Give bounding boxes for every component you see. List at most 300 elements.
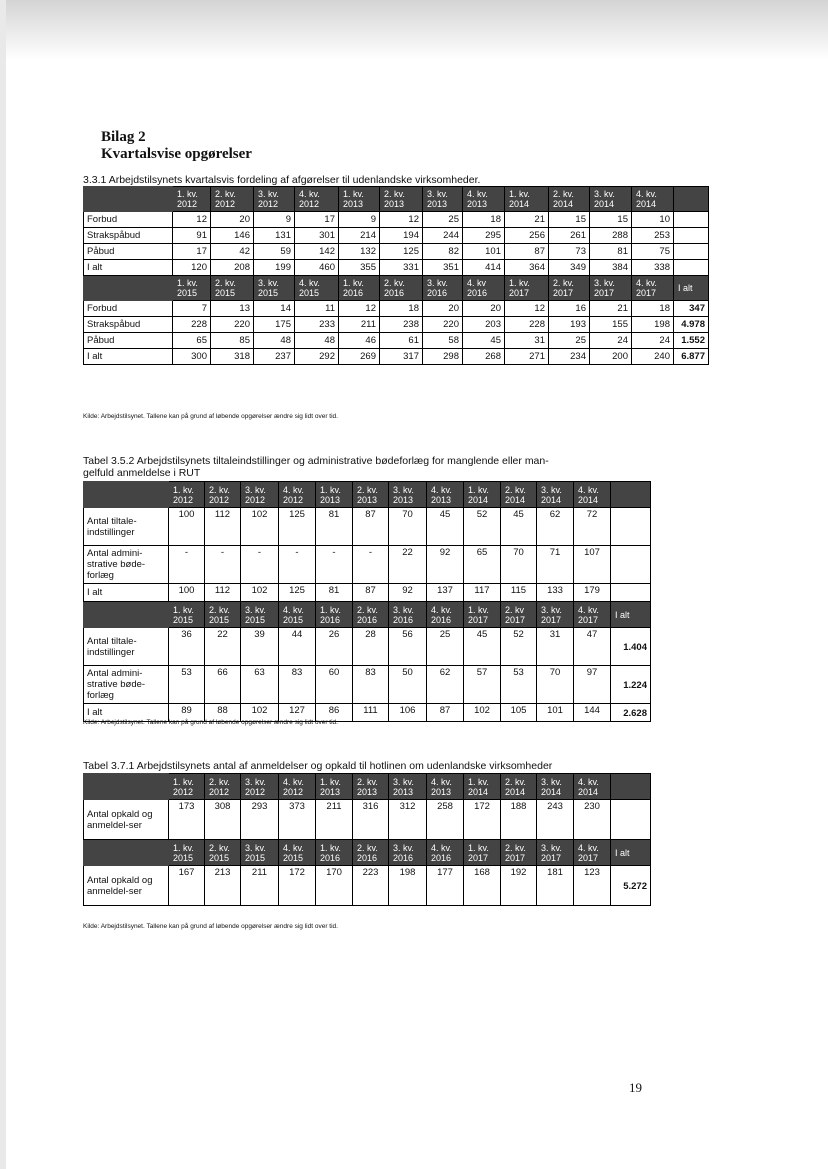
value-cell: 102 [241, 584, 279, 602]
value-cell: 198 [389, 866, 427, 906]
value-cell: 70 [537, 666, 574, 704]
column-header: 1. kv. 2016 [316, 602, 353, 628]
value-cell: 170 [316, 866, 353, 906]
column-header: 4. kv. 2012 [279, 482, 316, 508]
total-cell: 4.978 [674, 317, 709, 333]
value-cell: 234 [549, 349, 590, 365]
value-cell: 132 [339, 244, 380, 260]
column-header: 4. kv. 2017 [574, 840, 611, 866]
value-cell: 15 [549, 212, 590, 228]
value-cell: 384 [590, 260, 632, 276]
column-header: 3. kv. 2016 [423, 276, 463, 301]
value-cell: 60 [316, 666, 353, 704]
scan-shadow [0, 0, 828, 60]
header-corner [84, 602, 169, 628]
row-label: Strakspåbud [84, 317, 173, 333]
value-cell: 92 [389, 584, 427, 602]
column-header: 1. kv. 2015 [169, 602, 205, 628]
column-header: 2. kv. 2016 [353, 840, 389, 866]
value-cell: 208 [211, 260, 254, 276]
value-cell: 125 [279, 508, 316, 546]
value-cell: 244 [423, 228, 463, 244]
value-cell: 28 [353, 628, 389, 666]
value-cell: 295 [463, 228, 505, 244]
value-cell: 233 [295, 317, 339, 333]
value-cell: 83 [353, 666, 389, 704]
value-cell: 105 [501, 704, 537, 722]
value-cell: 112 [205, 584, 241, 602]
column-header: 2. kv 2017 [501, 602, 537, 628]
value-cell: 168 [464, 866, 501, 906]
column-header: 2. kv. 2015 [205, 602, 241, 628]
column-header: 4. kv. 2016 [427, 840, 464, 866]
value-cell: 167 [169, 866, 205, 906]
value-cell: 115 [501, 584, 537, 602]
value-cell: 65 [173, 333, 211, 349]
column-header: 2. kv. 2013 [353, 774, 389, 800]
header-row [84, 602, 651, 628]
value-cell: 102 [241, 508, 279, 546]
column-header: 3. kv. 2017 [537, 602, 574, 628]
value-cell: 240 [632, 349, 674, 365]
column-header: 2. kv. 2016 [353, 602, 389, 628]
value-cell: 193 [549, 317, 590, 333]
column-header: 1. kv. 2017 [464, 602, 501, 628]
column-header: 4. kv. 2014 [632, 187, 674, 212]
column-header: 1. kv. 2017 [505, 276, 549, 301]
column-header: 3. kv. 2015 [241, 840, 279, 866]
row-label: Påbud [84, 333, 173, 349]
value-cell: 87 [353, 508, 389, 546]
value-cell: 211 [339, 317, 380, 333]
row-label: Antal opkald og anmeldel-ser [84, 800, 169, 840]
value-cell: 18 [463, 212, 505, 228]
value-cell: 298 [423, 349, 463, 365]
value-cell: 53 [501, 666, 537, 704]
value-cell: 120 [173, 260, 211, 276]
header-row [84, 276, 709, 301]
heading-line2: Kvartalsvise opgørelser [101, 146, 252, 162]
value-cell: 223 [353, 866, 389, 906]
value-cell: 24 [632, 333, 674, 349]
value-cell: 13 [211, 301, 254, 317]
value-cell: 81 [590, 244, 632, 260]
value-cell: 125 [380, 244, 423, 260]
column-header: I alt [674, 276, 709, 301]
value-cell: - [241, 546, 279, 584]
column-header: 1. kv. 2012 [173, 187, 211, 212]
value-cell: - [169, 546, 205, 584]
value-cell: 22 [389, 546, 427, 584]
header-row [84, 774, 651, 800]
column-header: 1. kv. 2016 [316, 840, 353, 866]
value-cell: 137 [427, 584, 464, 602]
value-cell: 44 [279, 628, 316, 666]
value-cell: 62 [537, 508, 574, 546]
value-cell: 31 [537, 628, 574, 666]
value-cell: 256 [505, 228, 549, 244]
header-corner [84, 276, 173, 301]
column-header: 2. kv. 2013 [353, 482, 389, 508]
table-row [84, 866, 651, 906]
value-cell: 172 [279, 866, 316, 906]
column-header: 4. kv. 2017 [632, 276, 674, 301]
value-cell: 66 [205, 666, 241, 704]
value-cell: 59 [254, 244, 295, 260]
value-cell: 199 [254, 260, 295, 276]
value-cell: 312 [389, 800, 427, 840]
value-cell: 12 [505, 301, 549, 317]
column-header: 1. kv. 2015 [169, 840, 205, 866]
column-header: 1. kv. 2014 [464, 482, 501, 508]
value-cell: 100 [169, 584, 205, 602]
column-header: 1. kv. 2013 [339, 187, 380, 212]
column-header: 2. kv. 2015 [211, 276, 254, 301]
value-cell: 125 [279, 584, 316, 602]
value-cell: 271 [505, 349, 549, 365]
row-label: I alt [84, 349, 173, 365]
value-cell: 293 [241, 800, 279, 840]
value-cell: 20 [211, 212, 254, 228]
value-cell: 211 [241, 866, 279, 906]
column-header: 4. kv 2016 [463, 276, 505, 301]
header-corner [84, 840, 169, 866]
value-cell: 15 [590, 212, 632, 228]
value-cell: - [316, 546, 353, 584]
value-cell: 52 [464, 508, 501, 546]
value-cell: 292 [295, 349, 339, 365]
value-cell: 237 [254, 349, 295, 365]
total-cell [611, 508, 651, 546]
value-cell: 50 [389, 666, 427, 704]
value-cell: 18 [632, 301, 674, 317]
table2-caption-line2: gelfuld anmeldelse i RUT [83, 467, 201, 479]
column-header [611, 774, 651, 800]
value-cell: 87 [427, 704, 464, 722]
header-corner [84, 482, 169, 508]
table3-source: Kilde: Arbejdstilsynet. Tallene kan på grund af løbende opgørelser ændre sig lidt over tid. [83, 923, 338, 930]
row-label: Påbud [84, 244, 173, 260]
value-cell: 220 [211, 317, 254, 333]
value-cell: 101 [537, 704, 574, 722]
column-header: 4. kv. 2012 [295, 187, 339, 212]
value-cell: 188 [501, 800, 537, 840]
value-cell: 89 [169, 704, 205, 722]
value-cell: 198 [632, 317, 674, 333]
value-cell: 253 [632, 228, 674, 244]
value-cell: 16 [549, 301, 590, 317]
page-heading [101, 129, 252, 163]
value-cell: 25 [423, 212, 463, 228]
value-cell: 53 [169, 666, 205, 704]
value-cell: 42 [211, 244, 254, 260]
column-header: 3. kv. 2012 [241, 482, 279, 508]
value-cell: - [353, 546, 389, 584]
table-row [84, 212, 709, 228]
column-header [611, 482, 651, 508]
table-row [84, 546, 651, 584]
column-header: 1. kv. 2017 [464, 840, 501, 866]
value-cell: 65 [464, 546, 501, 584]
total-cell [674, 212, 709, 228]
value-cell: 20 [463, 301, 505, 317]
value-cell: 11 [295, 301, 339, 317]
row-label: Antal admini-strative bøde-forlæg [84, 666, 169, 704]
value-cell: 177 [427, 866, 464, 906]
value-cell: 155 [590, 317, 632, 333]
value-cell: 17 [173, 244, 211, 260]
column-header: 3. kv. 2014 [590, 187, 632, 212]
header-row [84, 482, 651, 508]
column-header: 2. kv. 2012 [205, 774, 241, 800]
column-header: 2. kv. 2017 [501, 840, 537, 866]
value-cell: 111 [353, 704, 389, 722]
value-cell: 192 [501, 866, 537, 906]
value-cell: 21 [505, 212, 549, 228]
value-cell: 331 [380, 260, 423, 276]
value-cell: 31 [505, 333, 549, 349]
row-label: I alt [84, 260, 173, 276]
value-cell: 81 [316, 508, 353, 546]
value-cell: 36 [169, 628, 205, 666]
value-cell: 75 [632, 244, 674, 260]
column-header: 3. kv. 2012 [254, 187, 295, 212]
value-cell: 194 [380, 228, 423, 244]
column-header: 3. kv. 2013 [389, 774, 427, 800]
total-cell: 2.628 [611, 704, 651, 722]
value-cell: 47 [574, 628, 611, 666]
total-cell [611, 584, 651, 602]
value-cell: 351 [423, 260, 463, 276]
column-header: 4. kv. 2015 [279, 840, 316, 866]
value-cell: 63 [241, 666, 279, 704]
total-cell [674, 228, 709, 244]
value-cell: 318 [211, 349, 254, 365]
value-cell: 97 [574, 666, 611, 704]
value-cell: 414 [463, 260, 505, 276]
value-cell: 107 [574, 546, 611, 584]
value-cell: 10 [632, 212, 674, 228]
header-corner [84, 774, 169, 800]
column-header: 3. kv. 2017 [537, 840, 574, 866]
column-header: 3. kv. 2017 [590, 276, 632, 301]
table1-caption: 3.3.1 Arbejdstilsynets kvartalsvis fordeling af afgørelser til udenlandske virksomheder. [83, 174, 481, 186]
value-cell: 18 [380, 301, 423, 317]
value-cell: 175 [254, 317, 295, 333]
column-header: 1. kv. 2012 [169, 774, 205, 800]
value-cell: 214 [339, 228, 380, 244]
value-cell: 9 [339, 212, 380, 228]
value-cell: 45 [464, 628, 501, 666]
value-cell: 102 [464, 704, 501, 722]
column-header: 2. kv. 2015 [205, 840, 241, 866]
column-header: 2. kv. 2014 [501, 482, 537, 508]
value-cell: 70 [389, 508, 427, 546]
value-cell: 316 [353, 800, 389, 840]
column-header: 3. kv. 2014 [537, 482, 574, 508]
value-cell: 87 [353, 584, 389, 602]
row-label: Antal tiltale-indstillinger [84, 508, 169, 546]
table-row [84, 666, 651, 704]
value-cell: - [279, 546, 316, 584]
value-cell: 228 [505, 317, 549, 333]
column-header: 2. kv. 2012 [205, 482, 241, 508]
header-row [84, 840, 651, 866]
value-cell: 81 [316, 584, 353, 602]
value-cell: 238 [380, 317, 423, 333]
value-cell: 203 [463, 317, 505, 333]
value-cell: 70 [501, 546, 537, 584]
value-cell: 12 [173, 212, 211, 228]
table-row [84, 228, 709, 244]
value-cell: 112 [205, 508, 241, 546]
total-cell [674, 244, 709, 260]
column-header: 4. kv. 2012 [279, 774, 316, 800]
total-cell: 1.404 [611, 628, 651, 666]
column-header: 4. kv. 2013 [427, 774, 464, 800]
column-header: 1. kv. 2015 [173, 276, 211, 301]
value-cell: 87 [505, 244, 549, 260]
column-header: 1. kv. 2012 [169, 482, 205, 508]
value-cell: 220 [423, 317, 463, 333]
column-header: 3. kv. 2016 [389, 602, 427, 628]
value-cell: 91 [173, 228, 211, 244]
column-header: 2. kv. 2012 [211, 187, 254, 212]
value-cell: 101 [463, 244, 505, 260]
column-header [674, 187, 709, 212]
column-header: 3. kv. 2016 [389, 840, 427, 866]
column-header: 1. kv. 2016 [339, 276, 380, 301]
value-cell: 268 [463, 349, 505, 365]
column-header: 1. kv. 2013 [316, 774, 353, 800]
heading-line1: Bilag 2 [101, 129, 146, 145]
value-cell: 144 [574, 704, 611, 722]
total-cell: 1.224 [611, 666, 651, 704]
value-cell: 9 [254, 212, 295, 228]
total-cell: 5.272 [611, 866, 651, 906]
table2-source: Kilde: Arbejdstilsynet. Tallene kan på grund af løbende opgørelser ændre sig lidt over tid. [83, 719, 338, 726]
value-cell: 288 [590, 228, 632, 244]
column-header: 2. kv. 2014 [501, 774, 537, 800]
value-cell: 21 [590, 301, 632, 317]
value-cell: 7 [173, 301, 211, 317]
value-cell: 26 [316, 628, 353, 666]
table-row [84, 584, 651, 602]
column-header: 4. kv. 2017 [574, 602, 611, 628]
row-label: I alt [84, 704, 169, 722]
value-cell: 173 [169, 800, 205, 840]
total-cell [611, 800, 651, 840]
column-header: 3. kv. 2015 [254, 276, 295, 301]
value-cell: 460 [295, 260, 339, 276]
value-cell: 133 [537, 584, 574, 602]
value-cell: 12 [339, 301, 380, 317]
column-header: 4. kv. 2014 [574, 774, 611, 800]
value-cell: 317 [380, 349, 423, 365]
column-header: 2. kv. 2013 [380, 187, 423, 212]
value-cell: 45 [427, 508, 464, 546]
column-header: 1. kv. 2014 [464, 774, 501, 800]
value-cell: 355 [339, 260, 380, 276]
value-cell: 88 [205, 704, 241, 722]
column-header: 4. kv. 2013 [427, 482, 464, 508]
total-cell [674, 260, 709, 276]
value-cell: 86 [316, 704, 353, 722]
page-number: 19 [629, 1080, 642, 1095]
total-cell: 6.877 [674, 349, 709, 365]
value-cell: 48 [295, 333, 339, 349]
value-cell: 146 [211, 228, 254, 244]
column-header: I alt [611, 840, 651, 866]
value-cell: 39 [241, 628, 279, 666]
value-cell: 62 [427, 666, 464, 704]
value-cell: 56 [389, 628, 427, 666]
value-cell: 181 [537, 866, 574, 906]
value-cell: 82 [423, 244, 463, 260]
row-label: I alt [84, 584, 169, 602]
value-cell: 301 [295, 228, 339, 244]
value-cell: 45 [501, 508, 537, 546]
value-cell: 92 [427, 546, 464, 584]
value-cell: 22 [205, 628, 241, 666]
value-cell: 106 [389, 704, 427, 722]
value-cell: 364 [505, 260, 549, 276]
value-cell: 12 [380, 212, 423, 228]
value-cell: 45 [463, 333, 505, 349]
value-cell: 200 [590, 349, 632, 365]
column-header: 4. kv. 2015 [279, 602, 316, 628]
column-header: 3. kv. 2013 [389, 482, 427, 508]
table1-source: Kilde: Arbejdstilsynet. Tallene kan på grund af løbende opgørelser ændre sig lidt over tid. [83, 413, 338, 420]
table-row [84, 301, 709, 317]
table-row [84, 260, 709, 276]
value-cell: 24 [590, 333, 632, 349]
value-cell: 123 [574, 866, 611, 906]
value-cell: 230 [574, 800, 611, 840]
value-cell: 48 [254, 333, 295, 349]
row-label: Forbud [84, 212, 173, 228]
column-header: 3. kv. 2013 [423, 187, 463, 212]
header-row [84, 187, 709, 212]
value-cell: 127 [279, 704, 316, 722]
column-header: 1. kv. 2014 [505, 187, 549, 212]
table-row [84, 244, 709, 260]
row-label: Antal admini-strative bøde-forlæg [84, 546, 169, 584]
column-header: 3. kv. 2015 [241, 602, 279, 628]
value-cell: 213 [205, 866, 241, 906]
value-cell: 52 [501, 628, 537, 666]
value-cell: 83 [279, 666, 316, 704]
value-cell: - [205, 546, 241, 584]
value-cell: 300 [173, 349, 211, 365]
total-cell: 1.552 [674, 333, 709, 349]
row-label: Antal opkald og anmeldel-ser [84, 866, 169, 906]
value-cell: 261 [549, 228, 590, 244]
value-cell: 20 [423, 301, 463, 317]
value-cell: 131 [254, 228, 295, 244]
table-row [84, 317, 709, 333]
value-cell: 17 [295, 212, 339, 228]
column-header: 4. kv. 2016 [427, 602, 464, 628]
value-cell: 14 [254, 301, 295, 317]
value-cell: 258 [427, 800, 464, 840]
value-cell: 269 [339, 349, 380, 365]
value-cell: 57 [464, 666, 501, 704]
table3-caption: Tabel 3.7.1 Arbejdstilsynets antal af anmeldelser og opkald til hotlinen om udenlandske virksomheder [83, 760, 553, 772]
total-cell [611, 546, 651, 584]
column-header: 4. kv. 2013 [463, 187, 505, 212]
column-header: 3. kv. 2014 [537, 774, 574, 800]
